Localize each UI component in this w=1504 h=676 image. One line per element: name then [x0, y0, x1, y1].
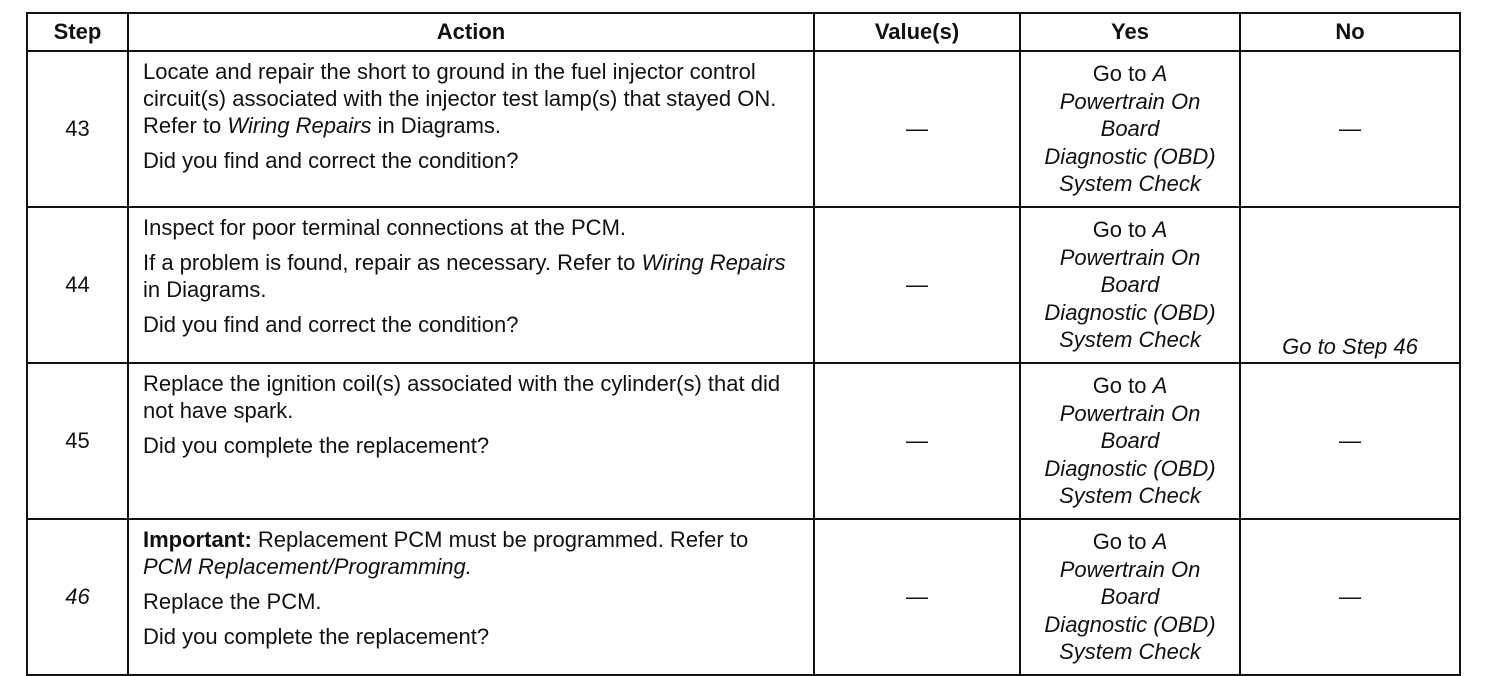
value-cell: —: [814, 207, 1020, 363]
header-action: Action: [128, 13, 814, 51]
header-row: [27, 13, 1460, 51]
action-paragraph: If a problem is found, repair as necessary. Refer to Wiring Repairs in Diagrams.: [143, 250, 786, 302]
action-cell: [128, 519, 814, 675]
yes-cell: Go to A Powertrain On Board Diagnostic (OBD) System Check: [1020, 51, 1240, 207]
header-values: Value(s): [814, 13, 1020, 51]
value-cell: —: [814, 519, 1020, 675]
no-cell: —: [1240, 519, 1460, 675]
action-paragraph: Replace the PCM.: [143, 589, 322, 614]
action-question: Did you complete the replacement?: [143, 624, 490, 649]
yes-cell: Go to A Powertrain On Board Diagnostic (OBD) System Check: [1020, 207, 1240, 363]
header-no: No: [1240, 13, 1460, 51]
action-question: Did you complete the replacement?: [143, 433, 490, 458]
action-paragraph: Inspect for poor terminal connections at the PCM.: [143, 215, 627, 240]
no-cell: —: [1240, 363, 1460, 519]
action-question: Did you find and correct the condition?: [143, 148, 519, 173]
table-row: [27, 519, 1460, 675]
table-row: [27, 51, 1460, 207]
value-cell: —: [814, 363, 1020, 519]
action-paragraph: Important: Replacement PCM must be programmed. Refer to PCM Replacement/Programming.: [143, 527, 749, 579]
important-label: Important:: [143, 527, 252, 552]
header-step: Step: [27, 13, 128, 51]
diagnostic-table: [26, 12, 1461, 676]
table-row: [27, 207, 1460, 363]
action-cell: [128, 51, 814, 207]
step-number: 44: [27, 207, 128, 363]
step-number: 43: [27, 51, 128, 207]
yes-cell: Go to A Powertrain On Board Diagnostic (OBD) System Check: [1020, 519, 1240, 675]
step-number: 45: [27, 363, 128, 519]
no-cell: Go to Step 46: [1240, 207, 1460, 363]
action-paragraph: Locate and repair the short to ground in the fuel injector control circuit(s) associated with the injector test lamp(s) that stayed ON. Refer to Wiring Repairs in Diagrams.: [143, 59, 777, 138]
action-cell: [128, 207, 814, 363]
yes-cell: Go to A Powertrain On Board Diagnostic (OBD) System Check: [1020, 363, 1240, 519]
table-row: [27, 363, 1460, 519]
step-number: 46: [27, 519, 128, 675]
header-yes: Yes: [1020, 13, 1240, 51]
action-cell: [128, 363, 814, 519]
value-cell: —: [814, 51, 1020, 207]
action-question: Did you find and correct the condition?: [143, 312, 519, 337]
no-cell: —: [1240, 51, 1460, 207]
action-paragraph: Replace the ignition coil(s) associated with the cylinder(s) that did not have spark.: [143, 371, 781, 423]
